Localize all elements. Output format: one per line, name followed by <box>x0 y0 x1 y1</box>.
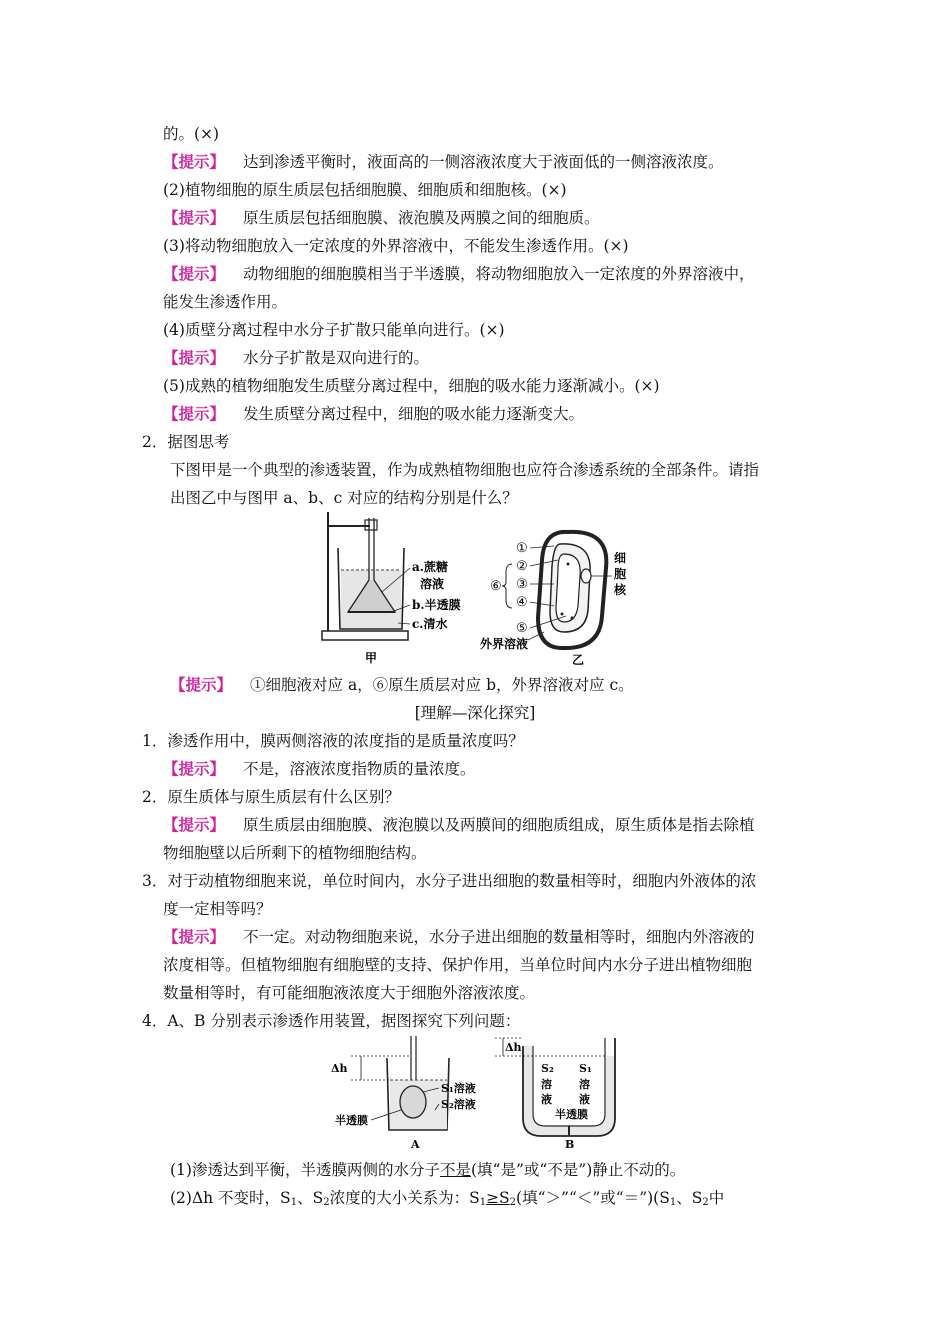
question-continuation: 度一定相等吗？ <box>163 900 272 918</box>
section-heading: [理解—深化探究] <box>414 704 536 722</box>
hint-text: 原生质层由细胞膜、液泡膜以及两膜间的细胞质组成，原生质体是指去除植 <box>243 816 755 834</box>
hint-label: 【提示】 <box>163 404 226 423</box>
hint-label: 【提示】 <box>163 348 226 367</box>
label-a-2: 溶液 <box>420 577 445 591</box>
answer-1-fill: 不是 <box>439 1161 471 1179</box>
label-dh-b: Δh <box>505 1041 522 1054</box>
chloroplast <box>567 563 570 566</box>
label-a: a.蔗糖 <box>412 560 448 574</box>
hint-line <box>163 927 755 947</box>
chloroplast <box>571 617 574 620</box>
hint-label: 【提示】 <box>170 675 233 694</box>
hint-line <box>170 675 634 695</box>
osmosis-figure-jia-yi <box>310 508 630 668</box>
section-2-heading: 2．据图思考 <box>142 433 230 451</box>
caption-a: A <box>411 1138 420 1151</box>
hint-continuation: 浓度相等。但植物细胞有细胞壁的支持、保护作用，当单位时间内水分子进出植物细胞 <box>163 956 753 974</box>
answer-2-text: 中 <box>708 1189 725 1207</box>
subscript: 2 <box>702 1197 709 1208</box>
label-5: ⑤ <box>516 621 528 636</box>
label-s2-solution: S₂溶液 <box>441 1098 476 1111</box>
label-s1-liquid-1: 溶 <box>579 1078 590 1091</box>
question-3: (3)将动物细胞放入一定浓度的外界溶液中，不能发生渗透作用。(×) <box>163 237 629 255</box>
label-3: ③ <box>516 577 528 592</box>
label-nucleus-2: 胞 <box>614 567 627 581</box>
hint-line <box>163 815 755 835</box>
label-s2-b: S₂ <box>541 1062 554 1075</box>
hint-text: 发生质壁分离过程中，细胞的吸水能力逐渐变大。 <box>243 405 585 423</box>
label-6: ⑥ <box>490 579 502 594</box>
label-dh-a: Δh <box>331 1062 348 1075</box>
answer-2 <box>170 1188 724 1213</box>
question-5: (5)成熟的植物细胞发生质壁分离过程中，细胞的吸水能力逐渐减小。(×) <box>163 377 660 395</box>
hint-line <box>163 264 755 284</box>
question-2: (2)植物细胞的原生质层包括细胞膜、细胞质和细胞核。(×) <box>163 181 567 199</box>
hint-line <box>163 348 429 368</box>
label-c: c.清水 <box>412 617 448 631</box>
label-nucleus-1: 细 <box>614 551 627 565</box>
label-outer-solution: 外界溶液 <box>480 637 529 651</box>
label-s2-liquid-1: 溶 <box>541 1078 552 1091</box>
hint-text: 水分子扩散是双向进行的。 <box>243 349 430 367</box>
hint-text: 动物细胞的细胞膜相当于半透膜，将动物细胞放入一定浓度的外界溶液中， <box>243 265 755 283</box>
subscript: 2 <box>509 1197 517 1208</box>
label-s1-liquid-2: 液 <box>579 1093 590 1106</box>
hint-line <box>163 152 724 172</box>
caption-yi: 乙 <box>572 653 585 667</box>
subscript: 2 <box>323 1197 330 1208</box>
answer-2-fill <box>486 1189 516 1207</box>
chloroplast <box>561 613 564 616</box>
label-s1-solution: S₁溶液 <box>441 1082 476 1095</box>
answer-1-text-end: (填“是”或“不是”)静止不动的。 <box>470 1161 686 1179</box>
answer-2-fill-text: ≥S <box>486 1189 510 1207</box>
hint-text: 不一定。对动物细胞来说，水分子进出细胞的数量相等时，细胞内外溶液的 <box>243 928 755 946</box>
label-2: ② <box>516 559 528 574</box>
brace-6 <box>502 564 512 608</box>
label-b: b.半透膜 <box>412 598 461 612</box>
answer-2-text: (填“＞”“＜”或“＝”)(S <box>516 1189 670 1207</box>
hint-text: 原生质层包括细胞膜、液泡膜及两膜之间的细胞质。 <box>243 209 600 227</box>
label-s2-liquid-2: 液 <box>541 1093 552 1106</box>
membrane-bag <box>400 1086 426 1118</box>
hint-label: 【提示】 <box>163 152 226 171</box>
deep-question-1: 1．渗透作用中，膜两侧溶液的浓度指的是质量浓度吗？ <box>142 732 524 750</box>
paragraph: 出图乙中与图甲 a、b、c 对应的结构分别是什么？ <box>170 489 518 507</box>
deep-question-2: 2．原生质体与原生质层有什么区别？ <box>142 788 400 806</box>
answer-2-text: 、S <box>297 1189 324 1207</box>
u-tube-outer <box>523 1038 615 1136</box>
hint-continuation: 数量相等时，有可能细胞液浓度大于细胞外溶液浓度。 <box>163 984 536 1002</box>
label-s1-b: S₁ <box>579 1062 592 1075</box>
hint-continuation: 物细胞壁以后所剩下的植物细胞结构。 <box>163 844 427 862</box>
paragraph: 下图甲是一个典型的渗透装置，作为成熟植物细胞也应符合渗透系统的全部条件。请指 <box>170 461 760 479</box>
caption-jia: 甲 <box>365 651 378 665</box>
hint-line <box>163 759 476 779</box>
hint-text: 达到渗透平衡时，液面高的一侧溶液浓度大于液面低的一侧溶液浓度。 <box>243 153 724 171</box>
caption-b: B <box>565 1138 575 1151</box>
hint-label: 【提示】 <box>163 815 226 834</box>
hint-text: ①细胞液对应 a，⑥原生质层对应 b，外界溶液对应 c。 <box>250 676 634 694</box>
label-membrane-b: 半透膜 <box>555 1108 588 1121</box>
subscript: 1 <box>669 1197 677 1208</box>
hint-label: 【提示】 <box>163 759 226 778</box>
label-nucleus-3: 核 <box>614 583 627 597</box>
label-1: ① <box>516 541 528 556</box>
hint-text: 不是，溶液浓度指物质的量浓度。 <box>243 760 476 778</box>
hint-label: 【提示】 <box>163 208 226 227</box>
hint-label: 【提示】 <box>163 264 226 283</box>
nucleus <box>581 569 591 583</box>
stand-base <box>322 631 408 640</box>
hint-label: 【提示】 <box>163 927 226 946</box>
answer-1 <box>170 1160 685 1180</box>
hint-continuation: 能发生渗透作用。 <box>163 293 288 311</box>
leader-1 <box>530 546 554 548</box>
answer-2-text: (2)Δh 不变时，S <box>170 1189 291 1207</box>
answer-2-text: 浓度的大小关系为：S <box>329 1189 480 1207</box>
deep-question-3: 3．对于动植物细胞来说，单位时间内，水分子进出细胞的数量相等时，细胞内外液体的浓 <box>142 872 757 890</box>
answer-2-text: 、S <box>676 1189 703 1207</box>
question-4: (4)质壁分离过程中水分子扩散只能单向进行。(×) <box>163 321 505 339</box>
hint-line <box>163 404 584 424</box>
u-tube-liquid <box>524 1046 614 1135</box>
answer-1-text: (1)渗透达到平衡，半透膜两侧的水分子 <box>170 1161 440 1179</box>
label-membrane-a: 半透膜 <box>335 1114 368 1127</box>
osmosis-figure-a-b <box>325 1034 635 1152</box>
text-line: 的。(×) <box>163 125 220 143</box>
subscript: 1 <box>290 1197 298 1208</box>
deep-question-4: 4．A、B 分别表示渗透作用装置，据图探究下列问题： <box>142 1012 521 1030</box>
hint-line <box>163 208 600 228</box>
label-4: ④ <box>516 595 528 610</box>
subscript: 1 <box>479 1197 487 1208</box>
